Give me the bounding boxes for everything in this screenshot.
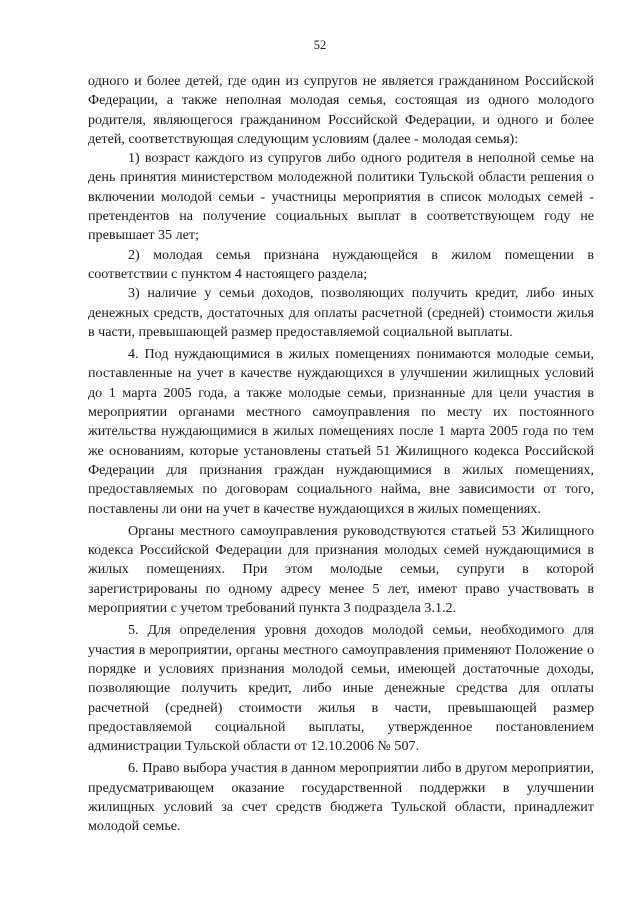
paragraph-section-5: 5. Для определения уровня доходов молодой семьи, необходимого для участия в мероприятии, органы местного самоуправления применяют Положение о порядке и условиях признания молодой семьи, имеющей достаточные доходы, позволяющие получить кредит, либо иные денежные средства для оплаты расчетной (средней) стоимости жилья в части, превышающей размер предоставляемой социальной выплаты, утвержденное постановлением администрации Тульской области от 12.10.2006 № 507. bbox=[88, 622, 594, 755]
page-number: 52 bbox=[313, 38, 327, 52]
paragraph-condition-3: 3) наличие у семьи доходов, позволяющих получить кредит, либо иных денежных средств, достаточных для оплаты расчетной (средней) стоимости жилья в части, превышающей размер предоставляемой социальной выплаты. bbox=[88, 285, 594, 340]
paragraph-condition-1: 1) возраст каждого из супругов либо одного родителя в неполной семье на день принятия министерством молодежной политики Тульской области решения о включении молодой семьи - участницы мероприятия в список молодых семей - претендентов на получение социальных выплат в соответствующем году не превышает 35 лет; bbox=[88, 150, 594, 244]
paragraph-condition-2: 2) молодая семья признана нуждающейся в жилом помещении в соответствии с пунктом 4 настоящего раздела; bbox=[88, 246, 594, 282]
document-body bbox=[88, 72, 594, 837]
paragraph-intro: одного и более детей, где один из супругов не является гражданином Российской Федерации, а также неполная молодая семья, состоящая из одного молодого родителя, являющегося гражданином Российской Федерации, и одного и более детей, соответствующая следующим условиям (далее - молодая семья): bbox=[88, 73, 594, 147]
paragraph-local-authorities: Органы местного самоуправления руководствуются статьей 53 Жилищного кодекса Российской Федерации для признания молодых семей нуждающимися в жилых помещениях. При этом молодые семьи, супруги в которой зарегистрированы по одному адресу менее 5 лет, имеют право участвовать в мероприятии с учетом требований пункта 3 подраздела 3.1.2. bbox=[88, 522, 594, 617]
paragraph-section-6: 6. Право выбора участия в данном мероприятии либо в другом мероприятии, предусматривающем оказание государственной поддержки в улучшении жилищных условий за счет средств бюджета Тульской области, принадлежит молодой семье. bbox=[88, 760, 594, 835]
paragraph-section-4: 4. Под нуждающимися в жилых помещениях понимаются молодые семьи, поставленные на учет в качестве нуждающихся в улучшении жилищных условий до 1 марта 2005 года, а также молодые семьи, признанные для цели участия в мероприятии органами местного самоуправления по месту их постоянного жительства нуждающимися в жилых помещениях после 1 марта 2005 года по тем же основаниям, которые установлены статьей 51 Жилищного кодекса Российской Федерации для признания граждан нуждающимися в жилых помещениях, предоставляемых по договорам социального найма, вне зависимости от того, поставлены ли они на учет в качестве нуждающихся в жилых помещениях. bbox=[88, 346, 594, 517]
